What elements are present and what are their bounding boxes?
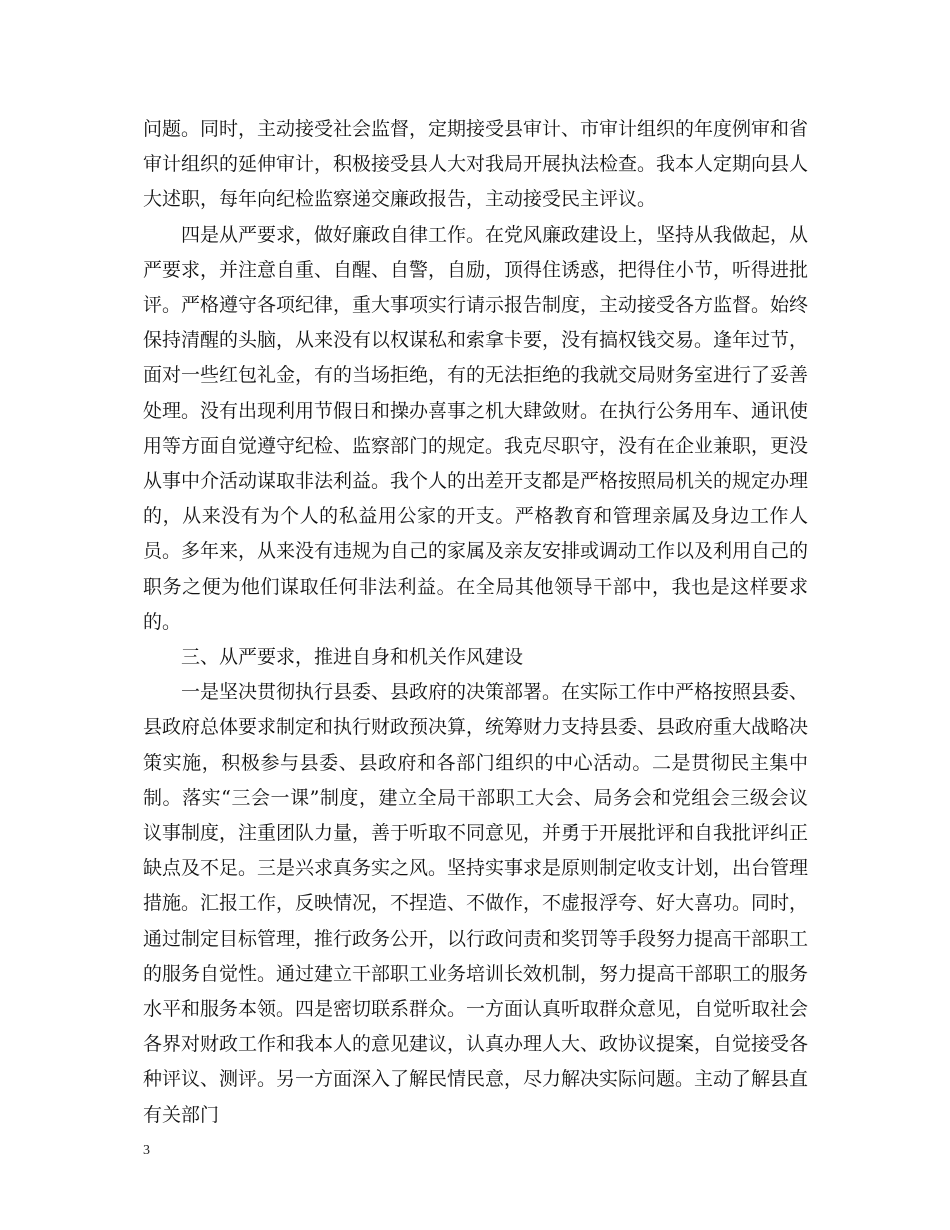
paragraph-3: 一是坚决贯彻执行县委、县政府的决策部署。在实际工作中严格按照县委、县政府总体要求制定和执行财政预决算，统筹财力支持县委、县政府重大战略决策实施，积极参与县委、县政府和各部门组织的中心活动。二是贯彻民主集中制。落实“三会一课”制度，建立全局干部职工大会、局务会和党组会三级会议议事制度，注重团队力量，善于听取不同意见，并勇于开展批评和自我批评纠正缺点及不足。三是兴求真务实之风。坚持实事求是原则制定收支计划，出台管理措施。汇报工作，反映情况，不捏造、不做作，不虚报浮夸、好大喜功。同时，通过制定目标管理，推行政务公开，以行政问责和奖罚等手段努力提高干部职工的服务自觉性。通过建立干部职工业务培训长效机制，努力提高干部职工的服务水平和服务本领。四是密切联系群众。一方面认真听取群众意见，自觉听取社会各界对财政工作和我本人的意见建议，认真办理人大、政协议提案，自觉接受各种评议、测评。另一方面深入了解民情民意，尽力解决实际问题。主动了解县直有关部门 — [143, 681, 809, 1126]
page-number: 3 — [143, 1143, 150, 1158]
section-heading: 三、从严要求，推进自身和机关作风建设 — [181, 646, 524, 669]
paragraph-1: 问题。同时，主动接受社会监督，定期接受县审计、市审计组织的年度例审和省审计组织的延伸审计，积极接受县人大对我局开展执法检查。我本人定期向县人大述职，每年向纪检监察递交廉政报告，主动接受民主评议。 — [143, 118, 809, 211]
body-text — [143, 112, 808, 1133]
paragraph-2: 四是从严要求，做好廉政自律工作。在党风廉政建设上，坚持从我做起，从严要求，并注意自重、自醒、自警，自励，顶得住诱惑，把得住小节，听得进批评。严格遵守各项纪律，重大事项实行请示报告制度，主动接受各方监督。始终保持清醒的头脑，从来没有以权谋私和索拿卡要，没有搞权钱交易。逢年过节，面对一些红包礼金，有的当场拒绝，有的无法拒绝的我就交局财务室进行了妥善处理。没有出现利用节假日和操办喜事之机大肆敛财。在执行公务用车、通讯使用等方面自觉遵守纪检、监察部门的规定。我克尽职守，没有在企业兼职，更没从事中介活动谋取非法利益。我个人的出差开支都是严格按照局机关的规定办理的，从来没有为个人的私益用公家的开支。严格教育和管理亲属及身边工作人员。多年来，从来没有违规为自己的家属及亲友安排或调动工作以及利用自己的职务之便为他们谋取任何非法利益。在全局其他领导干部中，我也是这样要求的。 — [143, 223, 809, 633]
